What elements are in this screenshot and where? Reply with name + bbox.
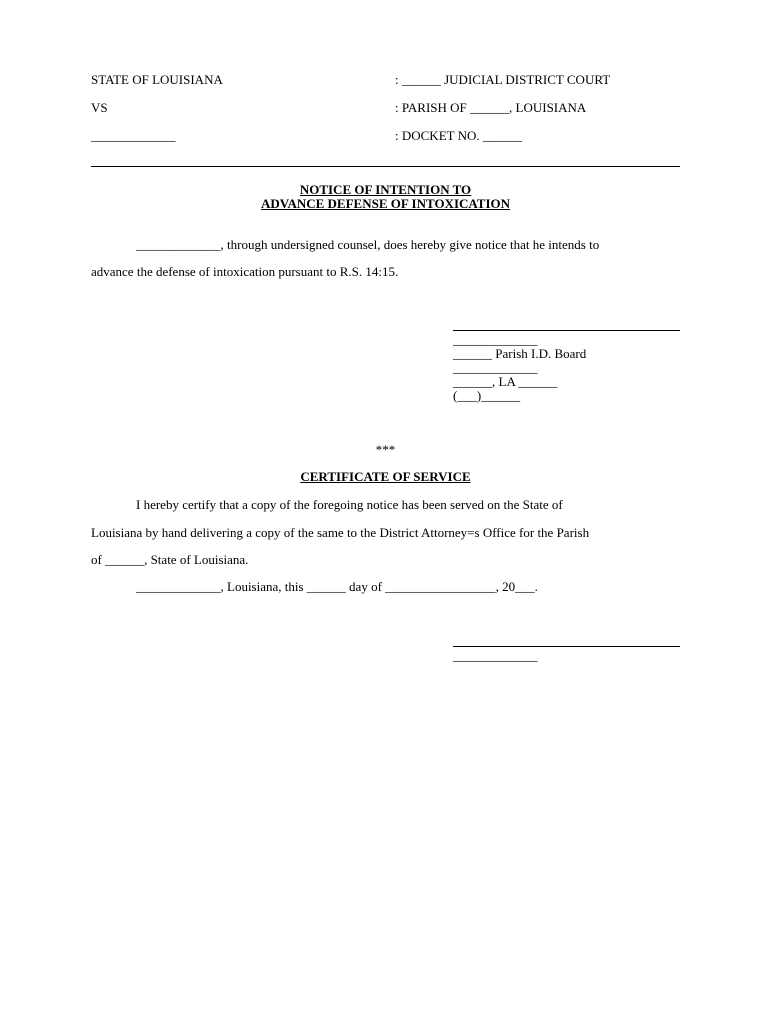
certificate-body-line1: I hereby certify that a copy of the foregoing notice has been served on the State of xyxy=(136,497,563,512)
signature-board: ______ Parish I.D. Board xyxy=(453,346,587,361)
signature-city-state: ______, LA ______ xyxy=(453,374,558,389)
signature-address-blank: _____________ xyxy=(453,360,538,375)
certificate-date-line: _____________, Louisiana, this ______ day of _________________, 20___. xyxy=(136,579,538,594)
certificate-title: CERTIFICATE OF SERVICE xyxy=(300,469,471,484)
caption-state: STATE OF LOUISIANA xyxy=(91,72,223,87)
caption-divider xyxy=(91,166,680,167)
notice-body-line2: advance the defense of intoxication pursuant to R.S. 14:15. xyxy=(91,264,399,279)
signature-name-blank: _____________ xyxy=(453,332,538,347)
caption-docket: : DOCKET NO. ______ xyxy=(395,128,522,143)
caption-vs: VS xyxy=(91,100,108,115)
certificate-signature-line xyxy=(453,646,680,647)
certificate-body-line3: of ______, State of Louisiana. xyxy=(91,552,249,567)
signature-line xyxy=(453,330,680,331)
notice-title-line2: ADVANCE DEFENSE OF INTOXICATION xyxy=(260,196,511,211)
separator-stars: *** xyxy=(375,442,396,457)
signature-phone: (___)______ xyxy=(453,388,521,403)
caption-court: : ______ JUDICIAL DISTRICT COURT xyxy=(395,72,611,87)
notice-body-line1: _____________, through undersigned counsel, does hereby give notice that he intends to xyxy=(136,237,600,252)
caption-defendant-blank: _____________ xyxy=(91,128,176,143)
notice-title-line1: NOTICE OF INTENTION TO xyxy=(299,182,472,197)
caption-parish: : PARISH OF ______, LOUISIANA xyxy=(395,100,587,115)
certificate-body-line2: Louisiana by hand delivering a copy of the same to the District Attorney=s Office for the Parish xyxy=(91,525,590,540)
certificate-signature-blank: _____________ xyxy=(453,648,538,663)
